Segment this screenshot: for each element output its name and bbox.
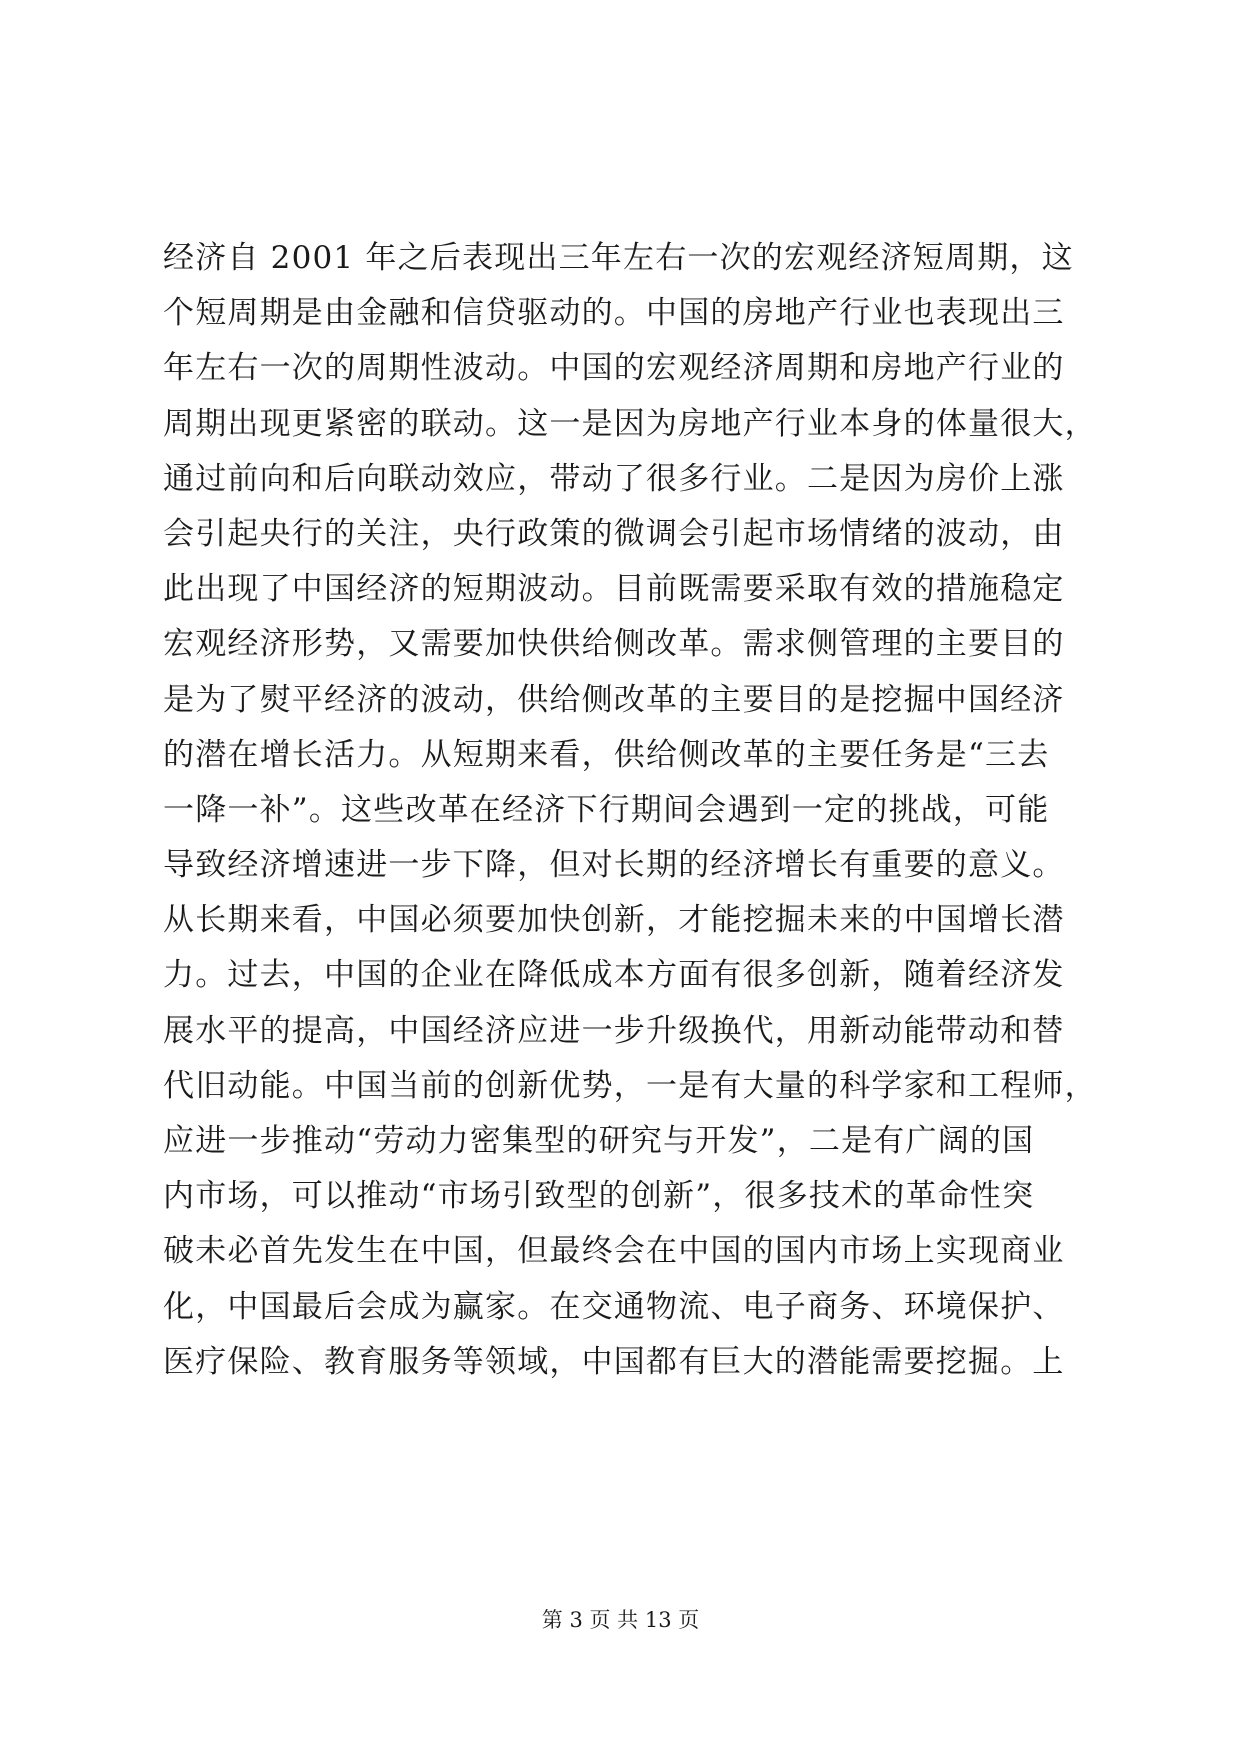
text-line: 从长期来看，中国必须要加快创新，才能挖掘未来的中国增长潜 [163,902,1065,939]
text-line: 导致经济增速进一步下降，但对长期的经济增长有重要的意义。 [163,847,1065,884]
text-line: 经济自 2001 年之后表现出三年左右一次的宏观经济短周期，这 [163,240,1074,276]
text-line: 一降一补”。这些改革在经济下行期间会遇到一定的挑战，可能 [163,791,1050,828]
text-line: 内市场，可以推动“市场引致型的创新”，很多技术的革命性突 [163,1178,1035,1215]
text-line: 是为了熨平经济的波动，供给侧改革的主要目的是挖掘中国经济 [163,681,1065,718]
text-line: 周期出现更紧密的联动。这一是因为房地产行业本身的体量很大， [163,405,1097,442]
text-line: 破未必首先发生在中国，但最终会在中国的国内市场上实现商业 [163,1233,1065,1270]
text-line: 此出现了中国经济的短期波动。目前既需要采取有效的措施稳定 [163,571,1065,608]
text-line: 通过前向和后向联动效应，带动了很多行业。二是因为房价上涨 [163,460,1065,497]
page-number-footer: 第 3 页 共 13 页 [541,1608,700,1632]
text-line: 力。过去，中国的企业在降低成本方面有很多创新，随着经济发 [163,957,1065,994]
text-line: 年左右一次的周期性波动。中国的宏观经济周期和房地产行业的 [163,350,1065,387]
text-line: 展水平的提高，中国经济应进一步升级换代，用新动能带动和替 [163,1012,1065,1049]
body-text [163,231,1097,1390]
text-line: 会引起央行的关注，央行政策的微调会引起市场情绪的波动，由 [163,515,1065,552]
text-line: 应进一步推动“劳动力密集型的研究与开发”，二是有广阔的国 [163,1123,1035,1159]
text-line: 医疗保险、教育服务等领域，中国都有巨大的潜能需要挖掘。上 [163,1343,1065,1380]
text-line: 宏观经济形势，又需要加快供给侧改革。需求侧管理的主要目的 [163,626,1065,663]
text-line: 代旧动能。中国当前的创新优势，一是有大量的科学家和工程师， [163,1067,1097,1104]
text-line: 个短周期是由金融和信贷驱动的。中国的房地产行业也表现出三 [163,295,1065,332]
text-line: 的潜在增长活力。从短期来看，供给侧改革的主要任务是“三去 [163,736,1050,773]
text-line: 化，中国最后会成为赢家。在交通物流、电子商务、环境保护、 [163,1288,1065,1325]
